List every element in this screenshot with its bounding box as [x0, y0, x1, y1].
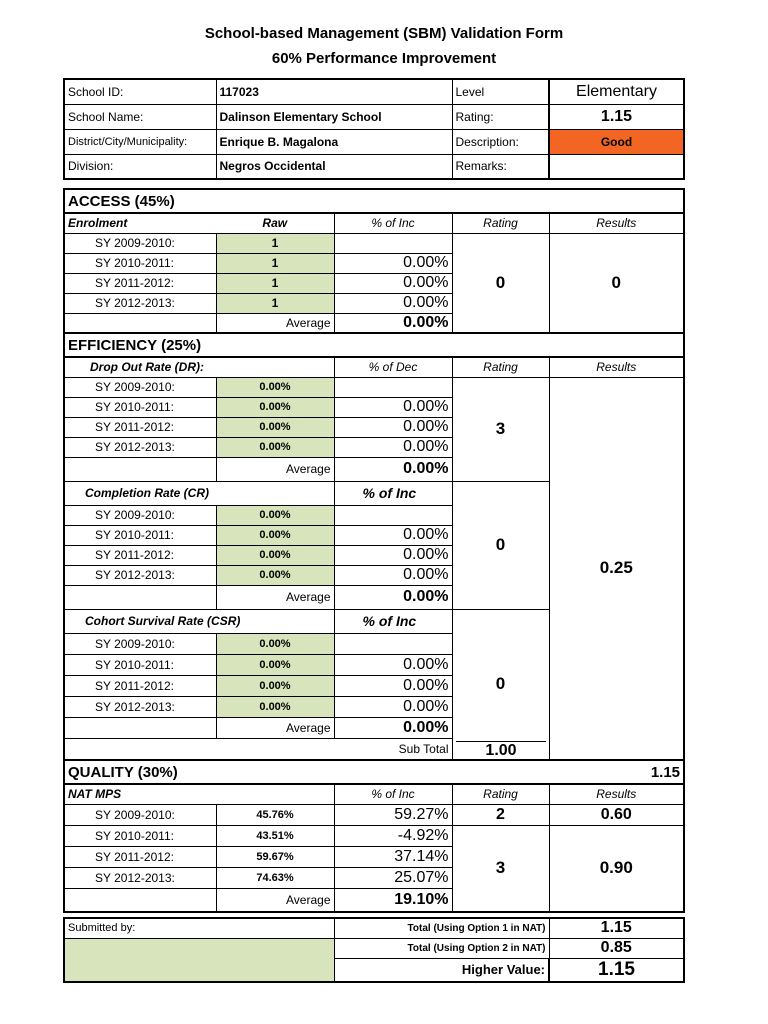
q-sy-4: SY 2012-2013: [64, 867, 216, 888]
school-name-value: Dalinson Elementary School [216, 104, 452, 129]
cr-pct-3: 0.00% [334, 545, 452, 565]
cr-pct-header: % of Inc [334, 481, 452, 505]
q-results-header: Results [549, 784, 684, 804]
csr-sy-3: SY 2011-2012: [64, 675, 216, 696]
dr-pct-3: 0.00% [334, 417, 452, 437]
description-value: Good [549, 129, 684, 154]
results-col-header: Results [549, 213, 684, 233]
dr-pct-2: 0.00% [334, 397, 452, 417]
quality-heading: QUALITY (30%) [64, 760, 549, 784]
footer-table [63, 917, 685, 983]
q-raw-1: 45.76% [216, 804, 334, 825]
access-average: 0.00% [334, 313, 452, 333]
q-sy-1: SY 2009-2010: [64, 804, 216, 825]
quality-score: 1.15 [549, 760, 684, 784]
form-subtitle: 60% Performance Improvement [271, 50, 497, 67]
q-rating-1: 2 [452, 804, 549, 825]
access-sy-3: SY 2011-2012: [64, 273, 216, 293]
district-value: Enrique B. Magalona [216, 129, 452, 154]
csr-sy-4: SY 2012-2013: [64, 696, 216, 717]
cr-sy-3: SY 2011-2012: [64, 545, 216, 565]
dr-sy-4: SY 2012-2013: [64, 437, 216, 457]
q-rating-2: 3 [452, 825, 549, 912]
csr-raw-2: 0.00% [216, 654, 334, 675]
q-raw-4: 74.63% [216, 867, 334, 888]
csr-pct-1 [334, 633, 452, 654]
access-raw-4: 1 [216, 293, 334, 313]
access-raw-3: 1 [216, 273, 334, 293]
subtotal-label: Sub Total [334, 738, 452, 760]
dr-results-header: Results [549, 357, 684, 377]
remarks-label: Remarks: [452, 154, 549, 179]
division-value: Negros Occidental [216, 154, 452, 179]
csr-pct-4: 0.00% [334, 696, 452, 717]
access-pct-2: 0.00% [334, 253, 452, 273]
cr-sy-4: SY 2012-2013: [64, 565, 216, 585]
dr-average-label: Average [216, 457, 334, 481]
csr-pct-header: % of Inc [334, 609, 452, 633]
dr-raw-3: 0.00% [216, 417, 334, 437]
completion-label: Completion Rate (CR) [64, 481, 334, 505]
q-average: 19.10% [334, 888, 452, 912]
csr-sy-1: SY 2009-2010: [64, 633, 216, 654]
school-id-label: School ID: [64, 79, 216, 104]
dr-pct-header: % of Dec [334, 357, 452, 377]
csr-average-label: Average [216, 717, 334, 738]
pct-col-header: % of Inc [334, 213, 452, 233]
raw-col-header: Raw [216, 213, 334, 233]
cr-raw-1: 0.00% [216, 505, 334, 525]
higher-value-label: Higher Value: [334, 958, 549, 982]
q-sy-2: SY 2010-2011: [64, 825, 216, 846]
access-heading: ACCESS (45%) [64, 189, 684, 213]
cr-average-label: Average [216, 585, 334, 609]
q-raw-2: 43.51% [216, 825, 334, 846]
dropout-label: Drop Out Rate (DR): [64, 357, 334, 377]
district-label: District/City/Municipality: [64, 129, 216, 154]
school-id-value: 117023 [216, 79, 452, 104]
q-pct-3: 37.14% [334, 846, 452, 867]
q-average-label: Average [216, 888, 334, 912]
csr-rating: 0 [452, 609, 549, 760]
access-sy-2: SY 2010-2011: [64, 253, 216, 273]
level-value: Elementary [549, 79, 684, 104]
csr-raw-1: 0.00% [216, 633, 334, 654]
performance-table [63, 188, 685, 913]
access-raw-1: 1 [216, 233, 334, 253]
cr-rating: 0 [452, 481, 549, 609]
access-pct-1 [334, 233, 452, 253]
cr-raw-2: 0.00% [216, 525, 334, 545]
total-option2-value: 0.85 [549, 938, 684, 958]
nat-mps-label: NAT MPS [64, 784, 334, 804]
efficiency-heading: EFFICIENCY (25%) [64, 333, 684, 357]
cr-sy-2: SY 2010-2011: [64, 525, 216, 545]
cr-sy-1: SY 2009-2010: [64, 505, 216, 525]
q-pct-1: 59.27% [334, 804, 452, 825]
csr-pct-2: 0.00% [334, 654, 452, 675]
csr-average: 0.00% [334, 717, 452, 738]
dr-raw-2: 0.00% [216, 397, 334, 417]
subtotal-value: 1.00 [456, 741, 546, 760]
total-option1-label: Total (Using Option 1 in NAT) [334, 918, 549, 938]
division-label: Division: [64, 154, 216, 179]
dr-rating: 3 [452, 377, 549, 481]
cr-pct-4: 0.00% [334, 565, 452, 585]
submitted-by-label: Submitted by: [64, 918, 334, 938]
access-results: 0 [611, 272, 621, 292]
cr-pct-1 [334, 505, 452, 525]
submitted-by-field[interactable] [64, 938, 334, 982]
dr-raw-1: 0.00% [216, 377, 334, 397]
access-pct-4: 0.00% [334, 293, 452, 313]
cr-raw-3: 0.00% [216, 545, 334, 565]
q-results-2: 0.90 [599, 858, 633, 878]
access-average-label: Average [216, 313, 334, 333]
q-pct-header: % of Inc [334, 784, 452, 804]
cr-average: 0.00% [334, 585, 452, 609]
dr-rating-header: Rating [452, 357, 549, 377]
access-pct-3: 0.00% [334, 273, 452, 293]
total-option1-value: 1.15 [549, 918, 684, 938]
higher-value: 1.15 [549, 958, 684, 982]
rating-col-header: Rating [452, 213, 549, 233]
cr-raw-4: 0.00% [216, 565, 334, 585]
access-raw-2: 1 [216, 253, 334, 273]
dr-raw-4: 0.00% [216, 437, 334, 457]
access-sy-4: SY 2012-2013: [64, 293, 216, 313]
access-rating: 0 [452, 233, 549, 333]
level-label: Level [452, 79, 549, 104]
school-name-label: School Name: [64, 104, 216, 129]
dr-sy-3: SY 2011-2012: [64, 417, 216, 437]
dr-average: 0.00% [334, 457, 452, 481]
csr-pct-3: 0.00% [334, 675, 452, 696]
q-raw-3: 59.67% [216, 846, 334, 867]
q-rating-header: Rating [452, 784, 549, 804]
rating-label: Rating: [452, 104, 549, 129]
efficiency-results: 0.25 [599, 558, 633, 578]
access-sy-1: SY 2009-2010: [64, 233, 216, 253]
rating-value: 1.15 [549, 104, 684, 129]
form-title: School-based Management (SBM) Validation Form [204, 25, 564, 42]
dr-pct-4: 0.00% [334, 437, 452, 457]
csr-raw-4: 0.00% [216, 696, 334, 717]
cr-pct-2: 0.00% [334, 525, 452, 545]
cohort-label: Cohort Survival Rate (CSR) [64, 609, 334, 633]
school-info-table [63, 78, 685, 180]
q-pct-4: 25.07% [334, 867, 452, 888]
dr-pct-1 [334, 377, 452, 397]
total-option2-label: Total (Using Option 2 in NAT) [334, 938, 549, 958]
description-label: Description: [452, 129, 549, 154]
dr-sy-1: SY 2009-2010: [64, 377, 216, 397]
q-pct-2: -4.92% [334, 825, 452, 846]
csr-sy-2: SY 2010-2011: [64, 654, 216, 675]
q-results-1: 0.60 [549, 804, 684, 825]
q-sy-3: SY 2011-2012: [64, 846, 216, 867]
remarks-value [549, 154, 684, 179]
csr-raw-3: 0.00% [216, 675, 334, 696]
dr-sy-2: SY 2010-2011: [64, 397, 216, 417]
enrolment-label: Enrolment [64, 213, 216, 233]
